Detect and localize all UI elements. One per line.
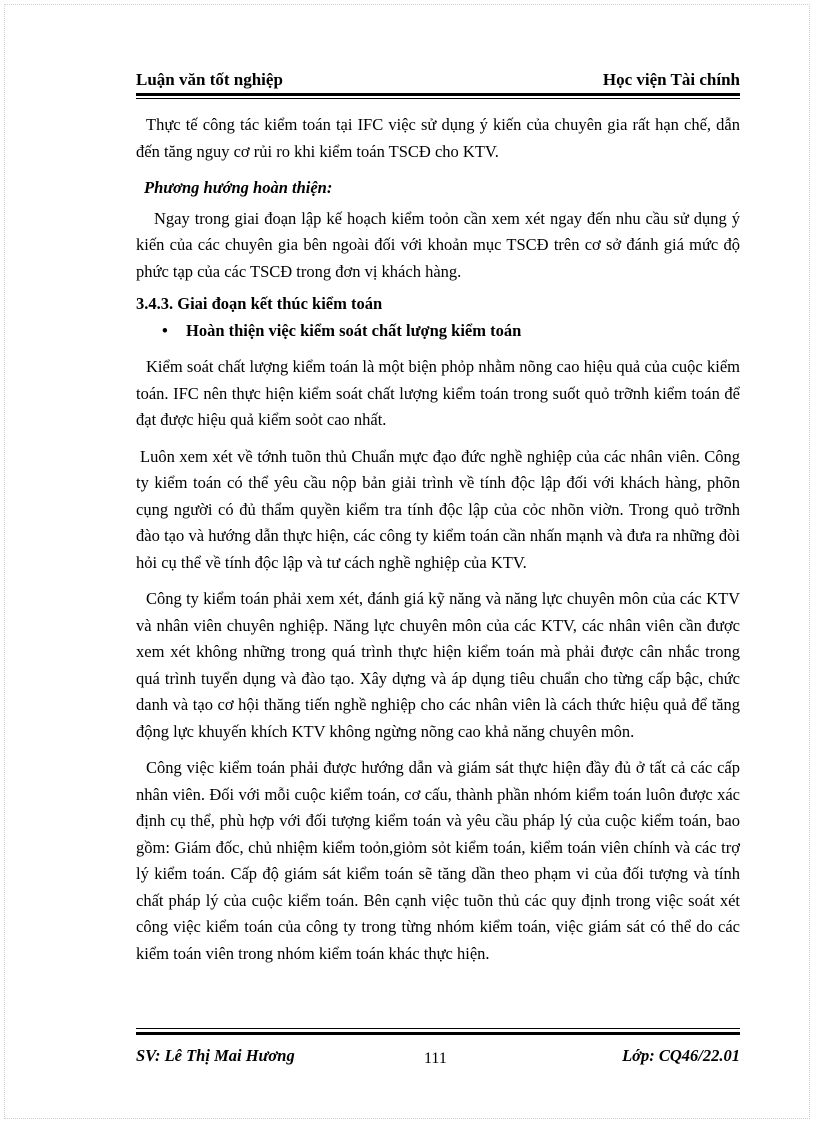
page-header — [136, 70, 740, 92]
header-thesis-title: Luận văn tốt nghiệp — [136, 70, 283, 89]
paragraph-6: Công việc kiểm toán phải được hướng dẫn và giám sát thực hiện đầy đủ ở tất cả các cấp nhân viên. Đối với mỗi cuộc kiểm toán, cơ cấu, thành phần nhóm kiểm toán luôn được xác định cụ thể, phù hợp với đối tượng kiểm toán và yêu cầu pháp lý của cuộc kiểm toán, bao gồm: Giám đốc, chủ nhiệm kiểm toỏn,giỏm sỏt kiểm toán, kiểm toán viên chính và các trợ lý kiểm toán. Cấp độ giám sát kiểm toán sẽ tăng dần theo phạm vi của đối tượng và tính chất pháp lý của cuộc kiểm toán. Bên cạnh việc tuõn thủ các quy định trong việc soát xét công việc kiểm toán của công ty trong từng nhóm kiểm toán, việc giám sát có thể do các kiểm toán viên trong nhóm kiểm toán khác thực hiện. — [136, 758, 740, 963]
page-number: 111 — [424, 1050, 447, 1067]
section-title: 3.4.3. Giai đoạn kết thúc kiểm toán — [136, 294, 383, 313]
footer-class: Lớp: CQ46/22.01 — [622, 1046, 740, 1065]
paragraph-1: Thực tế công tác kiểm toán tại IFC việc sử dụng ý kiến của chuyên gia rất hạn chế, dẫn đến tăng nguy cơ rủi ro khi kiểm toán TSCĐ cho KTV. — [136, 115, 740, 161]
paragraph-3: Kiểm soát chất lượng kiểm toán là một biện phỏp nhằm nõng cao hiệu quả của cuộc kiểm toán. IFC nên thực hiện kiểm soát chất lượng kiểm toán trong suốt quỏ trỡnh kiểm toán để đạt được hiệu quả kiểm soỏt cao nhất. — [136, 357, 740, 429]
page-footer — [136, 1046, 740, 1070]
bullet-item — [136, 318, 740, 345]
subheading-improvement: Phương hướng hoàn thiện: — [144, 178, 333, 197]
header-rule-thick — [136, 93, 740, 96]
bullet-title: Hoàn thiện việc kiểm soát chất lượng kiểm toán — [186, 320, 522, 340]
footer-student-name: SV: Lê Thị Mai Hương — [136, 1046, 295, 1065]
document-body — [136, 112, 740, 967]
footer-rule-thick — [136, 1032, 740, 1035]
paragraph-2: Ngay trong giai đoạn lập kế hoạch kiểm toỏn cần xem xét ngay đến nhu cầu sử dụng ý kiến của các chuyên gia bên ngoài đối với khoản mục TSCĐ trên cơ sở đánh giá mức độ phức tạp của các TSCĐ trong đơn vị khách hàng. — [136, 208, 740, 281]
header-rule-thin — [136, 98, 740, 99]
paragraph-4: Luôn xem xét về tớnh tuõn thủ Chuẩn mực đạo đức nghề nghiệp của các nhân viên. Công ty kiểm toán có thể yêu cầu nộp bản giải trình về tính độc lập đối với khách hàng, phõn cụng người có đủ thẩm quyền kiểm tra tính độc lập của cỏc nhõn viờn. Trong quỏ trỡnh đào tạo và hướng dẫn thực hiện, các công ty kiểm toán cần nhấn mạnh và đưa ra những đòi hỏi cụ thể về tính độc lập và tư cách nghề nghiệp của KTV. — [136, 446, 740, 572]
bullet-dot-icon: • — [162, 320, 168, 340]
footer-rule-thin — [136, 1028, 740, 1029]
paragraph-5: Công ty kiểm toán phải xem xét, đánh giá kỹ năng và năng lực chuyên môn của các KTV và nhân viên chuyên nghiệp. Năng lực chuyên môn của các KTV, các nhân viên cần được xem xét không những trong quá trình thực hiện kiểm toán mà phải được cân nhắc trong quá trình tuyển dụng và đào tạo. Xây dựng và áp dụng tiêu chuẩn cho từng cấp bậc, chức danh và tạo cơ hội thăng tiến nghề nghiệp cho các nhân viên là cách thức hiệu quả để tăng động lực khuyến khích KTV không ngừng nõng cao khả năng chuyên môn. — [136, 589, 740, 741]
header-institution: Học viện Tài chính — [602, 70, 740, 89]
